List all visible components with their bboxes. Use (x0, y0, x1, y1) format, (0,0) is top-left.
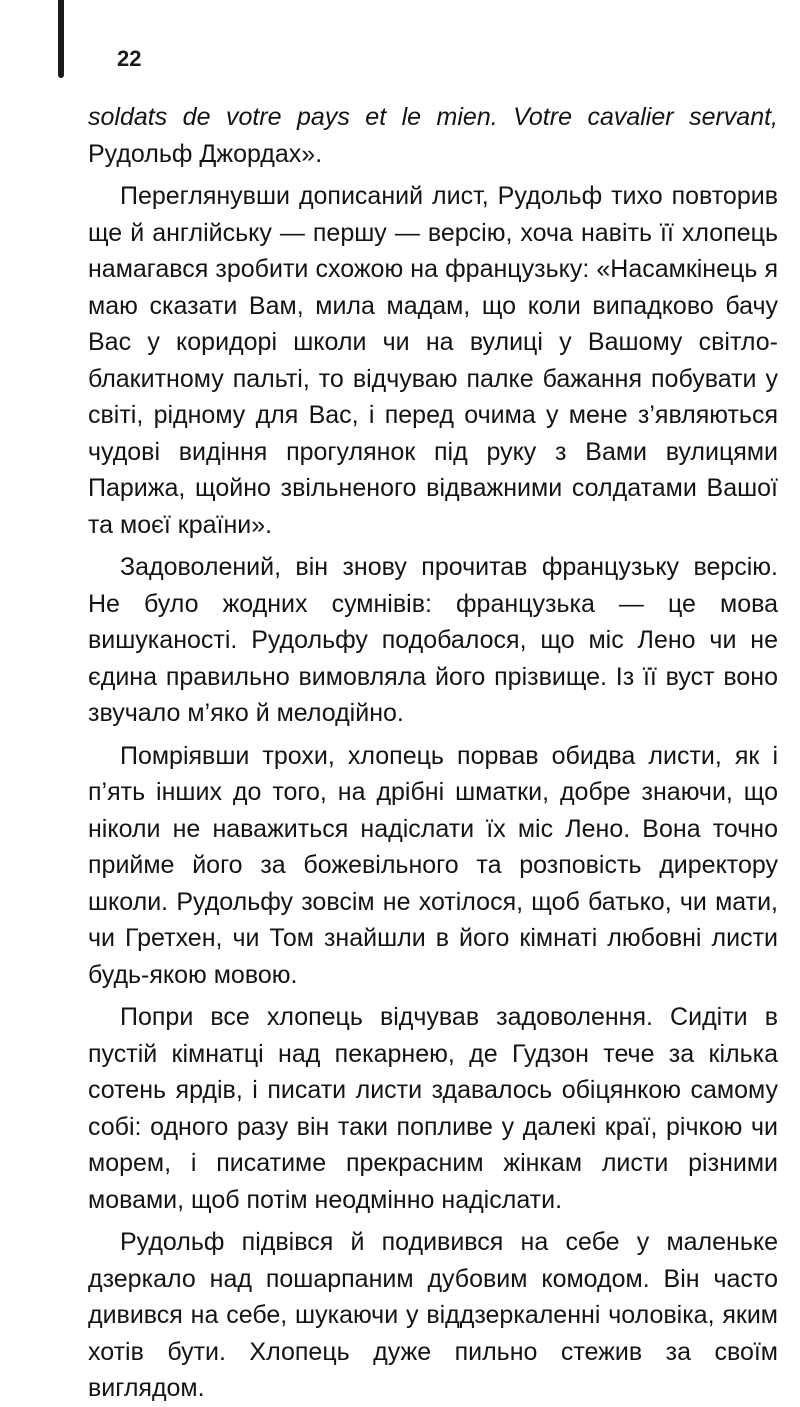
paragraph-2: Переглянувши дописаний лист, Рудольф тихо повторив ще й англійську — першу — версію, хоча навіть її хлопець намагався зробити схожою на французьку: «Насамкінець я маю сказати Вам, мила мадам, що коли випадково бачу Вас у коридорі школи чи на вулиці у Вашому світло-блакитному пальті, то відчуваю палке бажання побувати у світі, рідному для Вас, і перед очима у мене з’являються чудові видіння прогулянок під руку з Вами вулицями Парижа, щойно звільненого відважними солдатами Вашої та моєї країни». (88, 182, 778, 539)
paragraph-5: Попри все хлопець відчував задоволення. Сидіти в пустій кімнатці над пекарнею, де Гудзон тече за кілька сотень ярдів, і писати листи здавалось обіцянкою самому собі: одного разу він таки попливе у далекі краї, річкою чи морем, і писатиме прекрасним жінкам листи різними мовами, щоб потім неодмінно надіслати. (88, 1003, 778, 1214)
signature-text: Рудольф Джордах». (88, 139, 323, 168)
paragraph-1 (88, 99, 778, 172)
paragraph-4: Помріявши трохи, хлопець порвав обидва листи, як і п’ять інших до того, на дрібні шматки, добре знаючи, що ніколи не наважиться надіслати їх міс Лено. Вона точно прийме його за божевільного та розповість директору школи. Рудольфу зовсім не хотілося, щоб батько, чи мати, чи Гретхен, чи Том знайшли в його кімнаті любовні листи будь-якою мовою. (88, 741, 778, 989)
paragraph-6: Рудольф підвівся й подивився на себе у маленьке дзеркало над пошарпаним дубовим комодом. Він часто дивився на себе, шукаючи у віддзеркаленні чоловіка, яким хотів бути. Хлопець дуже пильно стежив за своїм виглядом. (88, 1228, 778, 1402)
french-quote: soldats de votre pays et le mien. Votre cavalier servant, (88, 103, 778, 131)
body-text (88, 99, 778, 1407)
paragraph-3: Задоволений, він знову прочитав французьку версію. Не було жодних сумнівів: французька — це мова вишуканості. Рудольфу подобалося, що міс Лено чи не єдина правильно вимовляла його прізвище. Із її вуст воно звучало м’яко й мелодійно. (88, 553, 778, 727)
page-edge-mark (58, 0, 64, 78)
page-number: 22 (117, 46, 142, 71)
